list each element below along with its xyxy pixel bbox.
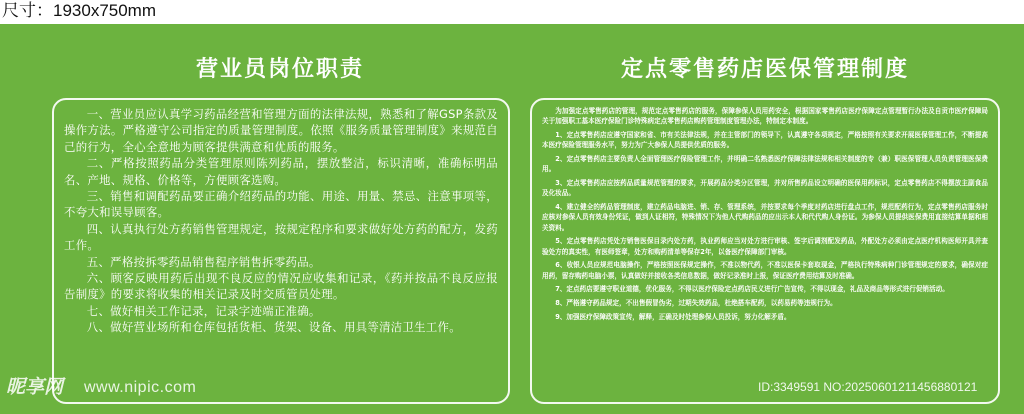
right-paragraph-6: 6、收银人员应规范电脑操作，严格按照医保规定操作，不准以物代药，不准以医保卡套取现金，严格执行特殊病种门诊管理规定的要求，确保对症用药，留存购药电脑小票，认真做好并接收各类信息数据，做好记录准时上报，保证医疗费用结算及时准确。	[542, 261, 988, 280]
left-panel-title: 营业员岗位职责	[195, 57, 364, 82]
watermark-logo: 昵享网	[6, 376, 64, 398]
size-label: 尺寸：1930x750mm	[2, 1, 157, 20]
right-paragraph-9: 9、加强医疗保障政策宣传，解释，正确及时处理参保人员投诉，努力化解矛盾。	[555, 312, 791, 321]
left-paragraph-2: 二、严格按照药品分类管理原则陈列药品，摆放整洁，标识清晰，准确标明品名、产地、规格、价格等，方便顾客选购。	[64, 156, 498, 187]
left-paragraph-3: 三、销售和调配药品要正确介绍药品的功能、用途、用量、禁忌、注意事项等，不夸大和误导顾客。	[64, 189, 498, 220]
left-paragraph-8: 八、做好营业场所和仓库包括货柜、货架、设备、用具等清洁卫生工作。	[86, 320, 461, 335]
left-paragraph-5: 五、严格按拆零药品销售程序销售拆零药品。	[86, 254, 321, 269]
right-paragraph-5: 5、定点零售药店凭处方销售医保目录内处方药，执业药师应当对处方进行审核、签字后调剂配发药品，外配处方必须由定点医疗机构医师开具并查验处方的真实性，有医师签章，处方和购药清单等保存2年，以备医疗保障部门审核。	[542, 237, 988, 256]
right-paragraph-4: 4、建立健全的药品管理制度，建立药品电脑进、销、存、管理系统，并按要求每个季度对药店进行盘点工作，规范配药行为，定点零售药店服务时应核对参保人员有效身份凭证，做到人证相符，特殊情况下为他人代购药品的应出示本人和代代购人身份证。为参保人员提供医保费用直接结算单据和相关资料。	[542, 202, 988, 232]
watermark-id: ID:3349591 NO:20250601211456880121	[758, 380, 978, 394]
right-paragraph-2: 2、定点零售药店主要负责人全面管理医疗保险管理工作，并明确二名熟悉医疗保障法律法规和相关制度的专（兼）职医保管理人员负责管理医保费用。	[542, 154, 988, 174]
right-paragraph-1: 1、定点零售药店应遵守国家和省、市有关法律法规，并在主管部门的领导下，认真遵守各项规定，严格按照有关要求开展医保管理工作，不断提高本医疗保险管理服务水平，努力为广大参保人员提供优质的服务。	[542, 130, 988, 150]
watermark-url: www.nipic.com	[84, 379, 197, 396]
left-paragraph-1: 一、营业员应认真学习药品经营和管理方面的法律法规，熟悉和了解GSP条款及操作方法。严格遵守公司指定的质量管理制度。依照《服务质量管理制度》来规范自己的行为，全心全意地为顾客提供满意和优质的服务。	[64, 107, 498, 154]
right-panel-title: 定点零售药店医保管理制度	[620, 57, 909, 82]
right-panel	[530, 98, 1000, 404]
left-panel	[52, 98, 510, 404]
right-paragraph-3: 3、定点零售药店应按药品质量规范管理的要求，开展药品分类分区管理，并对所售药品设立明确的医保用药标识，定点零售药店不得摆放主副食品及化妆品。	[542, 178, 988, 198]
left-paragraph-4: 四、认真执行处方药销售管理规定，按规定程序和要求做好处方药的配方，发药工作。	[64, 221, 498, 253]
right-paragraph-intro: 为加强定点零售药店的管理，规范定点零售药店的服务，保障参保人员用药安全，根据国家零售药店医疗保障定点管理暂行办法及自贡市医疗保障局关于加强职工基本医疗保险门诊特殊病定点零售药店购药管理制度管理办法，特制定本制度。	[542, 107, 988, 126]
left-paragraph-6: 六、顾客反映用药后出现不良反应的情况应收集和记录，《药并按品不良反应报告制度》的要求将收集的相关记录及时交质管员处理。	[64, 271, 498, 302]
left-paragraph-7: 七、做好相关工作记录，记录字迹端正准确。	[86, 303, 321, 318]
right-paragraph-8: 8、严格遵守药品规定，不出售假冒伪劣，过期失效药品，杜绝搭车配药，以药易药等违规行为。	[555, 298, 837, 307]
sign-board	[0, 24, 1024, 414]
right-paragraph-7: 7、定点药店要遵守职业道德，优化服务，不得以医疗保险定点药店民义进行广告宣传，不得以现金，礼品及商品等形式进行促销活动。	[555, 285, 949, 294]
